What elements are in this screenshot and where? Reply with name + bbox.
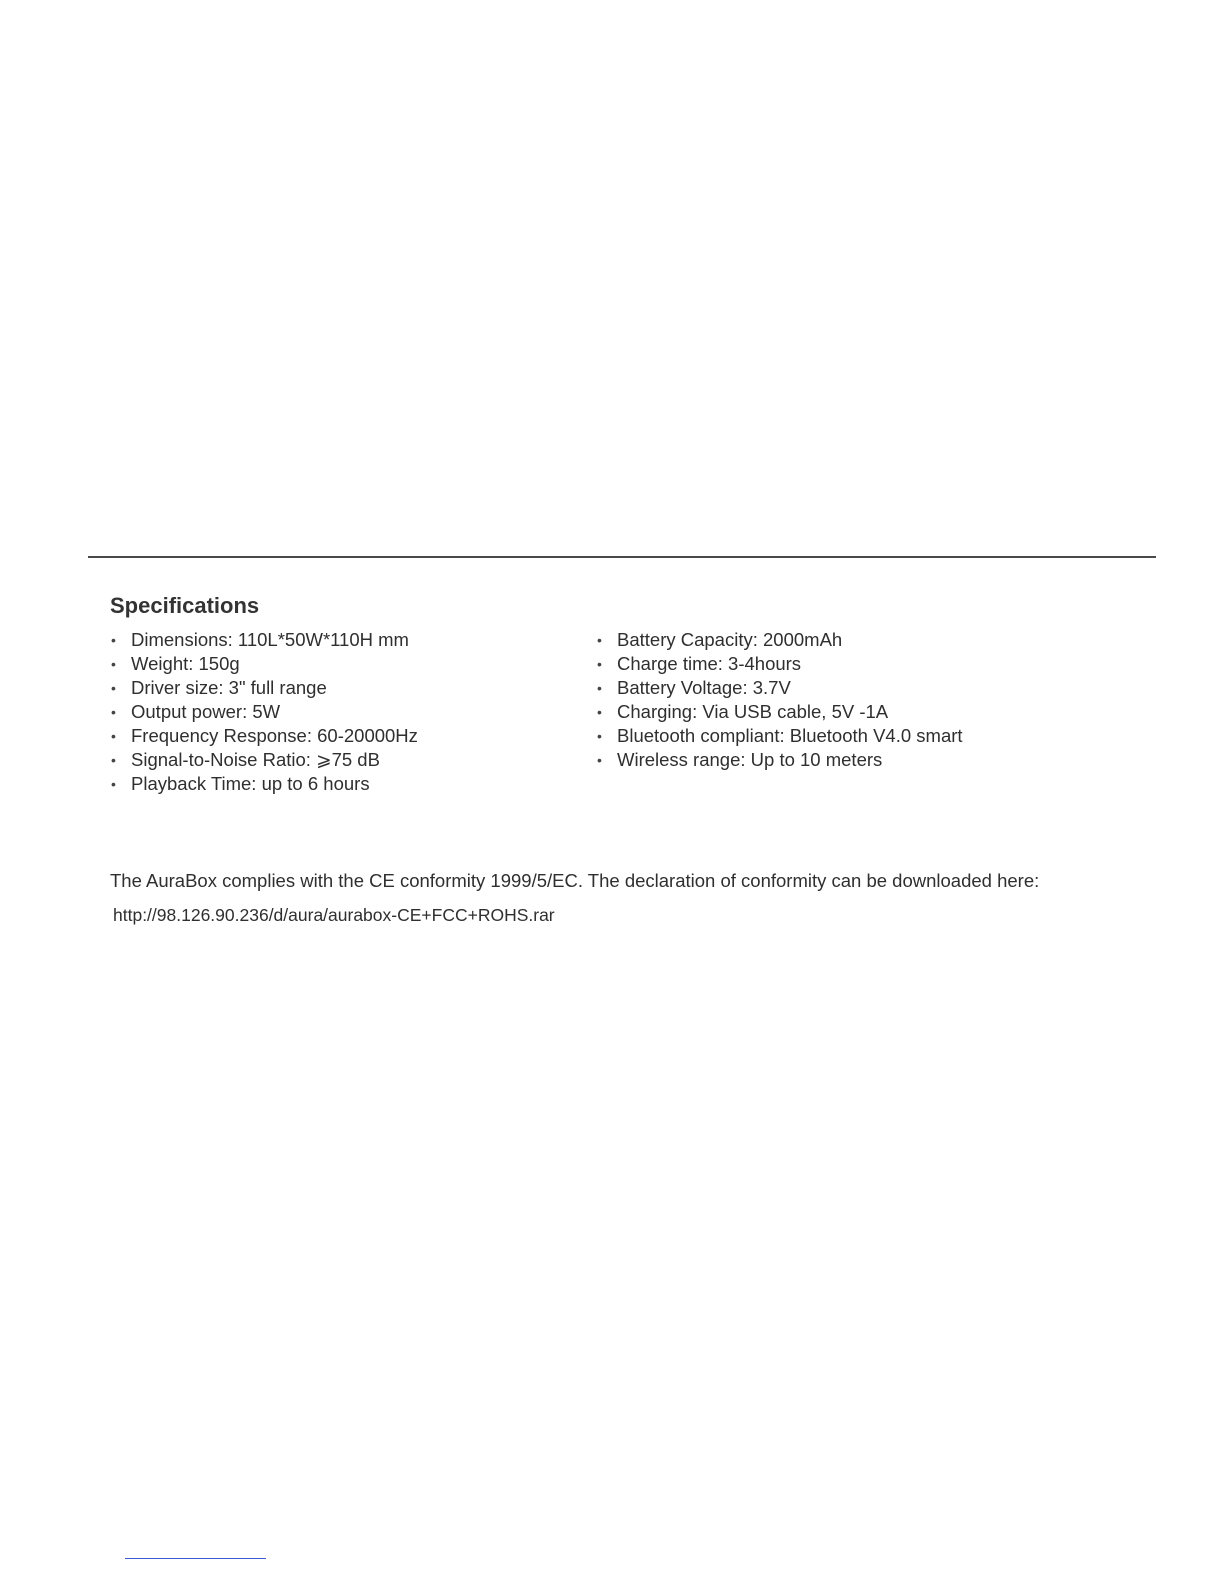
bullet-icon: •: [597, 752, 602, 768]
spec-item-text: Charge time: 3-4hours: [617, 653, 802, 674]
spec-item: [596, 628, 963, 652]
bullet-icon: •: [111, 752, 116, 768]
bullet-icon: •: [111, 728, 116, 744]
spec-item: [596, 652, 963, 676]
spec-item: [596, 748, 963, 772]
bullet-icon: •: [597, 728, 602, 744]
conformity-download-link[interactable]: http://98.126.90.236/d/aura/aurabox-CE+FCC+ROHS.rar: [113, 905, 555, 925]
conformity-statement: The AuraBox complies with the CE conformity 1999/5/EC. The declaration of conformity can be downloaded here:: [110, 870, 1040, 891]
bullet-icon: •: [111, 680, 116, 696]
bullet-icon: •: [111, 632, 116, 648]
spec-item: [110, 652, 418, 676]
bullet-icon: •: [597, 656, 602, 672]
spec-item-text: Bluetooth compliant: Bluetooth V4.0 smart: [617, 725, 963, 746]
spec-item: [110, 676, 418, 700]
spec-list-right: [596, 628, 963, 772]
spec-item: [596, 724, 963, 748]
section-divider: [88, 556, 1156, 558]
spec-item-text: Signal-to-Noise Ratio: ⩾75 dB: [131, 749, 380, 770]
spec-item: [596, 676, 963, 700]
spec-item: [110, 700, 418, 724]
bullet-icon: •: [597, 632, 602, 648]
spec-item-text: Weight: 150g: [131, 653, 240, 674]
footnote-rule: [125, 1558, 266, 1559]
spec-item-text: Wireless range: Up to 10 meters: [617, 749, 883, 770]
spec-item-text: Charging: Via USB cable, 5V -1A: [617, 701, 889, 722]
spec-item-text: Dimensions: 110L*50W*110H mm: [131, 629, 409, 650]
spec-item: [596, 700, 963, 724]
spec-item: [110, 772, 418, 796]
spec-item-text: Playback Time: up to 6 hours: [131, 773, 370, 794]
bullet-icon: •: [597, 704, 602, 720]
spec-item-text: Output power: 5W: [131, 701, 281, 722]
spec-item-text: Battery Capacity: 2000mAh: [617, 629, 843, 650]
bullet-icon: •: [111, 776, 116, 792]
specifications-heading: Specifications: [110, 593, 260, 618]
spec-item: [110, 628, 418, 652]
bullet-icon: •: [111, 656, 116, 672]
spec-item: [110, 724, 418, 748]
bullet-icon: •: [111, 704, 116, 720]
spec-list-left: [110, 628, 418, 796]
spec-item-text: Battery Voltage: 3.7V: [617, 677, 791, 698]
bullet-icon: •: [597, 680, 602, 696]
spec-item: [110, 748, 418, 772]
spec-item-text: Driver size: 3" full range: [131, 677, 327, 698]
spec-item-text: Frequency Response: 60-20000Hz: [131, 725, 418, 746]
